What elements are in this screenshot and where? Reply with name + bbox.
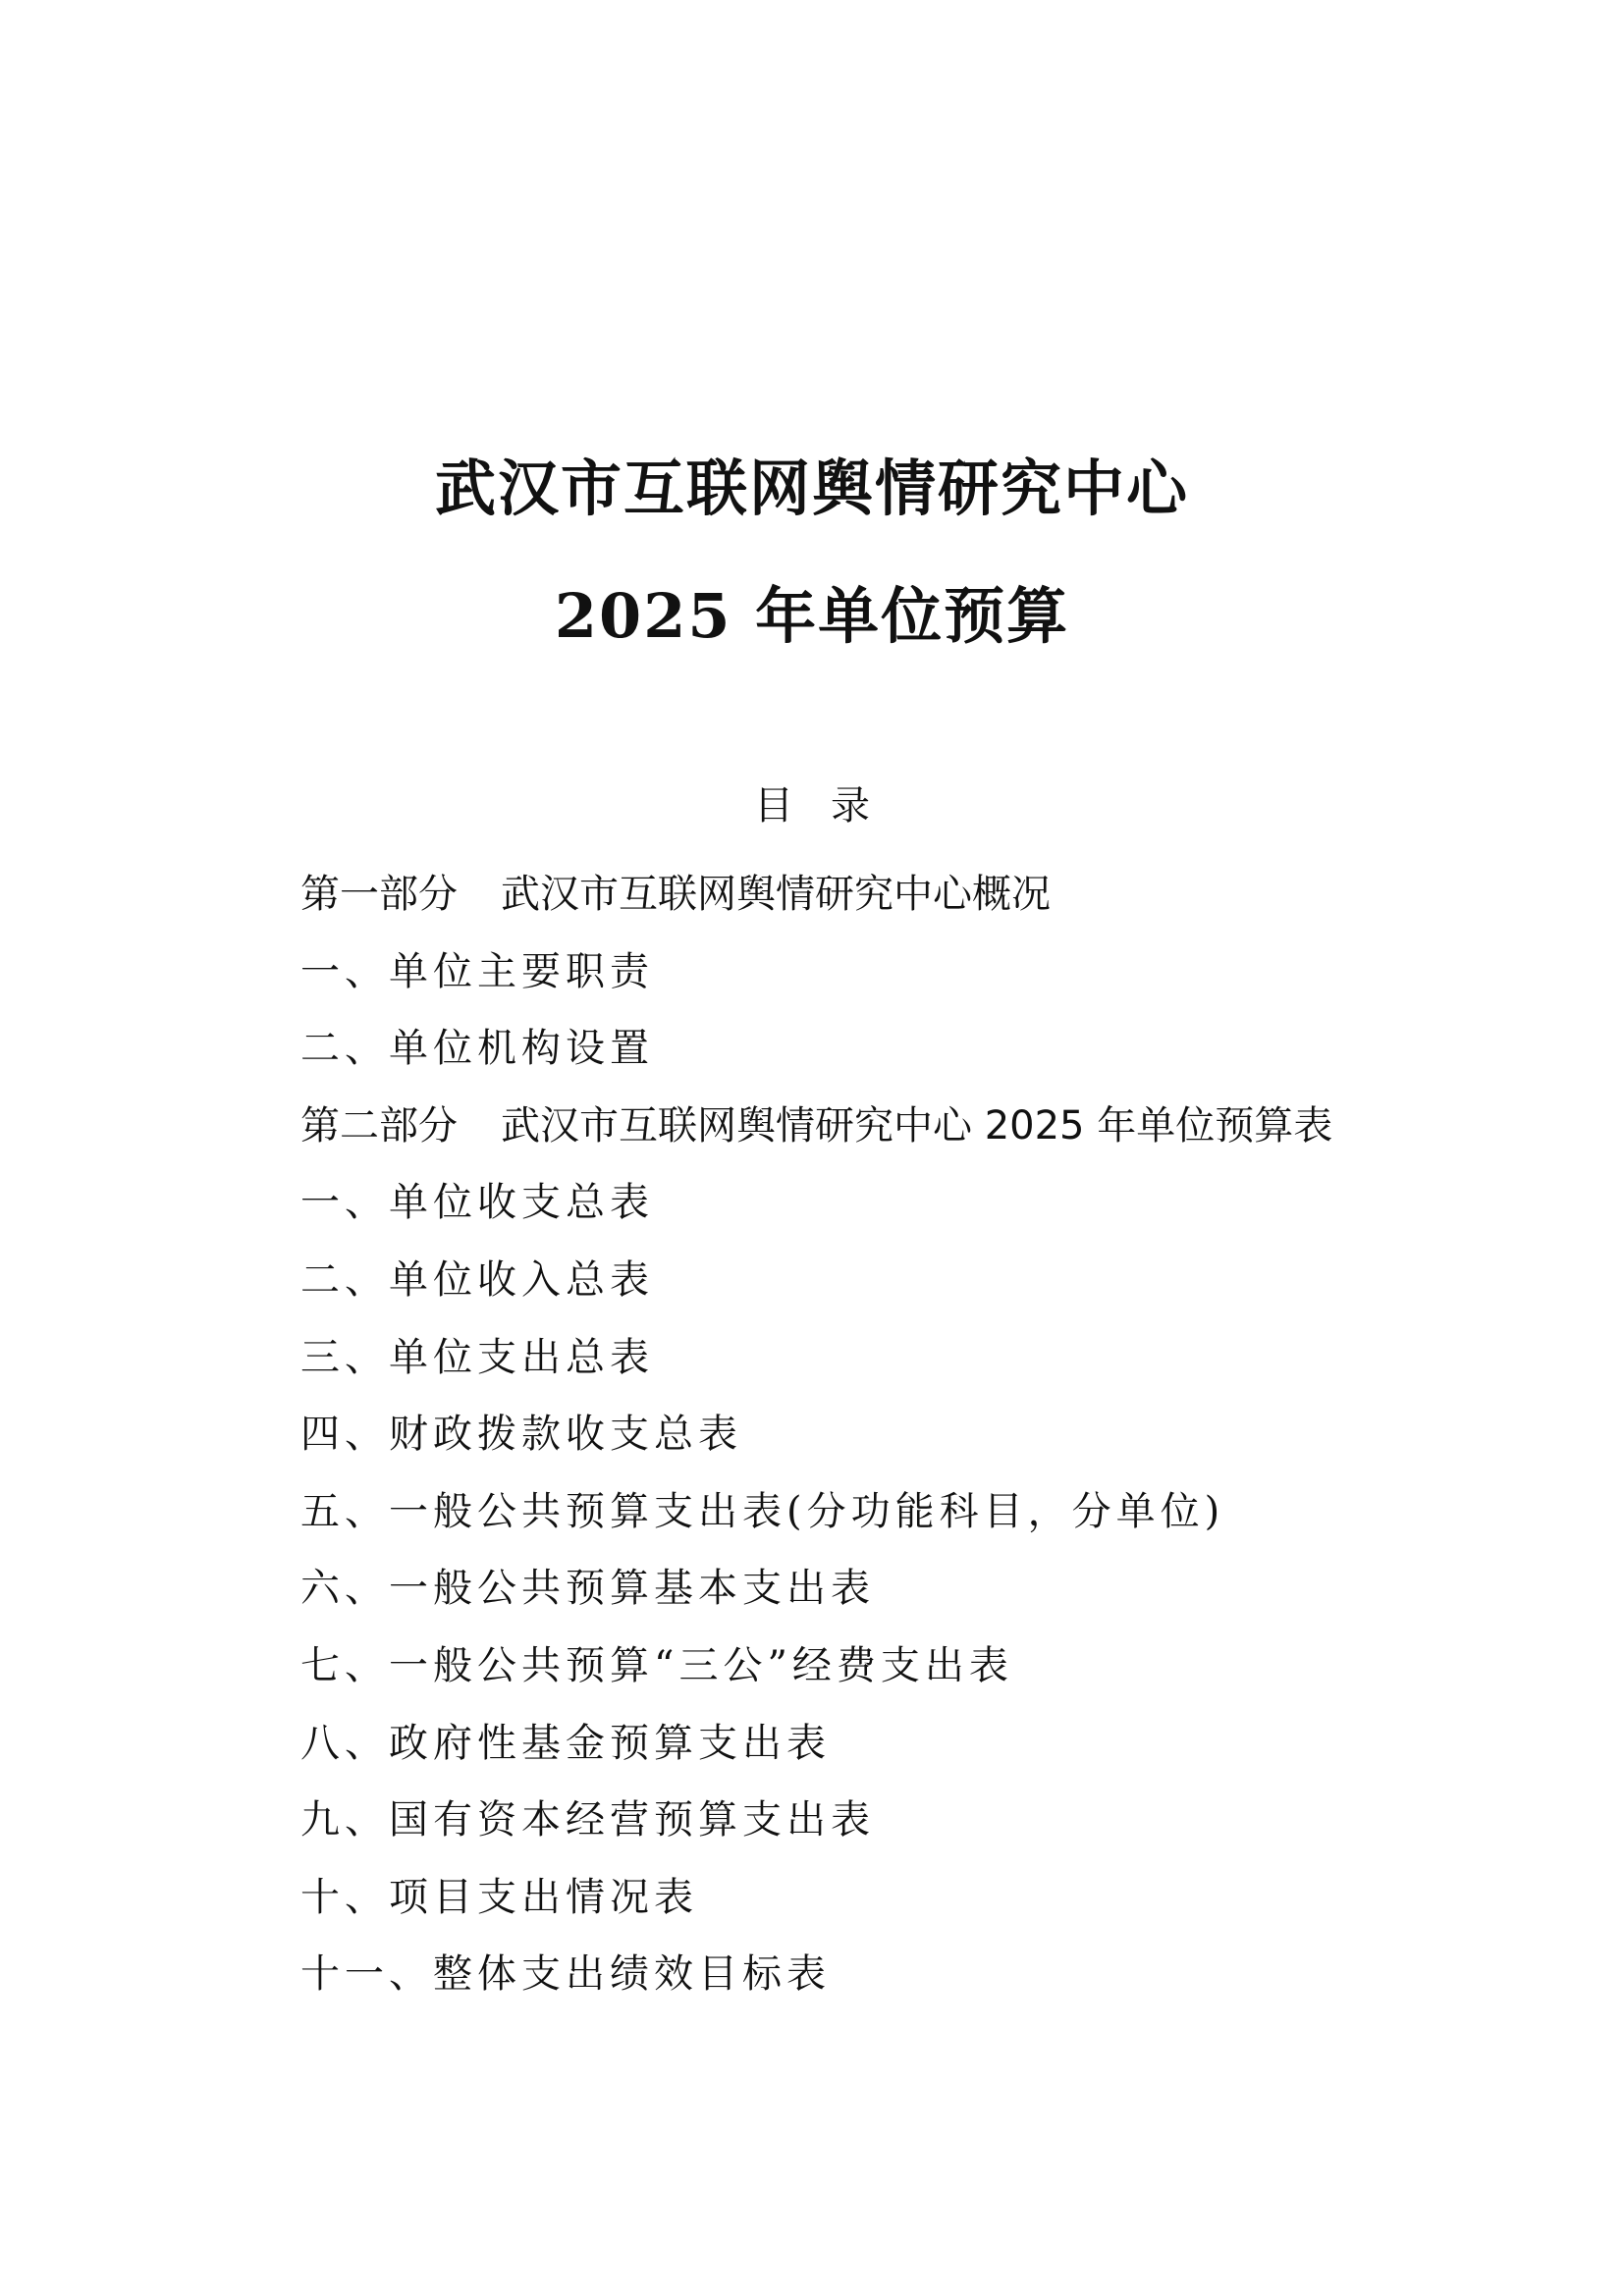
toc-entry[interactable]: 七、一般公共预算“三公”经费支出表 (300, 1642, 1013, 1688)
toc-entry[interactable]: 九、国有资本经营预算支出表 (300, 1797, 875, 1843)
toc-entry[interactable]: 八、政府性基金预算支出表 (300, 1720, 831, 1766)
toc-entry[interactable]: 十一、整体支出绩效目标表 (300, 1951, 831, 1998)
toc-entry[interactable]: 五、一般公共预算支出表(分功能科目，分单位) (300, 1488, 1225, 1534)
toc-part-text: 武汉市互联网舆情研究中心 2025 年单位预算表 (501, 1102, 1333, 1148)
table-of-contents (300, 856, 1479, 2013)
toc-entry[interactable]: 十、项目支出情况表 (300, 1874, 698, 1920)
toc-entry[interactable]: 二、单位机构设置 (300, 1026, 654, 1072)
toc-part-1[interactable] (300, 856, 1479, 934)
toc-entry[interactable]: 四、财政拨款收支总表 (300, 1412, 742, 1458)
toc-entry[interactable]: 二、单位收入总表 (300, 1256, 654, 1303)
toc-part-2[interactable] (300, 1088, 1479, 1165)
toc-entry[interactable]: 六、一般公共预算基本支出表 (300, 1566, 875, 1612)
toc-part-label: 第二部分 (300, 1102, 458, 1148)
document-title-line-1: 武汉市互联网舆情研究中心 (434, 453, 1189, 524)
toc-part-label: 第一部分 (300, 872, 458, 917)
document-title-line-2: 2025 年单位预算 (554, 580, 1070, 652)
toc-part-text: 武汉市互联网舆情研究中心概况 (501, 872, 1051, 917)
toc-entry[interactable]: 一、单位收支总表 (300, 1180, 654, 1226)
toc-heading: 目录 (754, 783, 907, 828)
toc-entry[interactable]: 三、单位支出总表 (300, 1334, 654, 1380)
toc-entry[interactable]: 一、单位主要职责 (300, 948, 654, 994)
